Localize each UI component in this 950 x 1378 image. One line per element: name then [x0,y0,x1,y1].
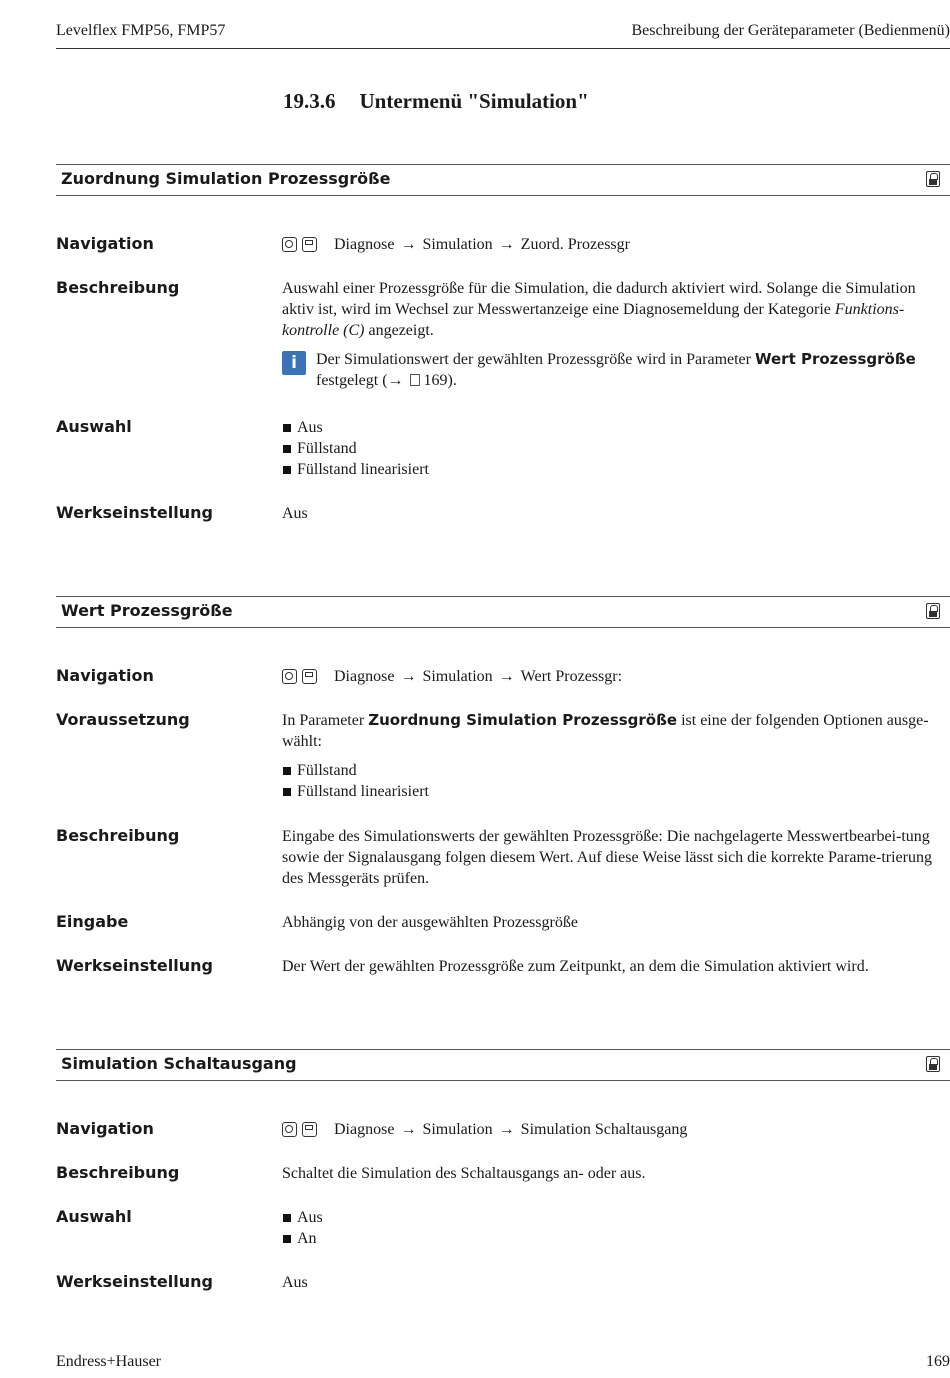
nav-step: Diagnose [334,668,395,685]
factory-value: Aus [282,505,308,522]
desc-main: Auswahl einer Prozessgröße für die Simulation, die dadurch aktiviert wird. Solange die Simulation aktiv ist, wird im Wechsel zur Messwertanzeige eine Diagnosemeldung der Kategorie [282,280,916,318]
pre-text [282,710,950,752]
running-header-right: Beschreibung der Geräteparameter (Bedienmenü) [631,22,950,39]
nav-step: Simulation [422,668,493,685]
param-title: Wert Prozessgröße [61,601,233,620]
desc-label: Beschreibung [56,826,180,845]
factory-value: Der Wert der gewählten Prozessgröße zum Zeitpunkt, an dem die Simulation aktiviert wird. [282,958,869,975]
input-label: Eingabe [56,912,129,931]
param-bar-zuordnung [56,164,950,196]
nav-path [282,1119,950,1140]
nav-arrow: → [498,236,515,253]
desc-category: Funktions-kontrolle (C) [282,301,905,339]
footer-brand: Endress+Hauser [56,1353,161,1370]
desc-text: Schaltet die Simulation des Schaltausgangs an- oder aus. [282,1165,646,1182]
info-note [282,349,950,391]
info-text [316,349,950,391]
section-number: 19.3.6 [283,89,336,113]
nav-step: Simulation [422,236,493,253]
list-item: Füllstand [282,438,950,459]
operate-key-icon [302,669,317,684]
factory-label: Werkseinstellung [56,956,213,975]
factory-value: Aus [282,1274,308,1291]
running-header-left: Levelflex FMP56, FMP57 [56,22,226,39]
param-bar-schaltausgang [56,1049,950,1081]
list-item: Aus [282,1207,950,1228]
nav-arrow: → [400,1121,417,1138]
pre-b: ist eine der folgenden Optionen ausge-wählt: [282,712,929,750]
info-pre: Der Simulationswert der gewählten Prozessgröße wird in Parameter [316,351,751,368]
nav-step: Simulation Schaltausgang [520,1121,688,1138]
desc-label: Beschreibung [56,278,180,297]
desc-text: Eingabe des Simulationswerts der gewählten Prozessgröße: Die nachgelagerte Messwertbearbei-tung sowie der Signalausgang folgen diesem Wert. Auf diese Weise lässt sich die korrekte Parame-trierung des Messgeräts prüfen. [282,828,932,887]
param-title: Simulation Schaltausgang [61,1054,297,1073]
section-title: Untermenü "Simulation" [359,89,589,113]
nav-step: Diagnose [334,236,395,253]
pre-param-link[interactable]: Zuordnung Simulation Prozessgröße [368,711,678,729]
list-item: An [282,1228,950,1249]
factory-label: Werkseinstellung [56,503,213,522]
pre-label: Voraussetzung [56,710,190,729]
display-key-icon [282,237,297,252]
nav-path [282,234,950,255]
nav-label: Navigation [56,666,154,685]
choice-list [282,1207,950,1249]
display-key-icon [282,1122,297,1137]
choice-label: Auswahl [56,417,132,436]
nav-arrow: → [498,1121,515,1138]
desc-label: Beschreibung [56,1163,180,1182]
info-icon: i [282,351,306,375]
param-title: Zuordnung Simulation Prozessgröße [61,169,391,188]
input-text: Abhängig von der ausgewählten Prozessgröße [282,914,578,931]
header-rule [56,48,950,49]
section-heading [283,89,589,114]
lock-icon [926,171,940,187]
display-key-icon [282,669,297,684]
nav-arrow: → [400,668,417,685]
factory-label: Werkseinstellung [56,1272,213,1291]
page-number: 169 [926,1353,950,1370]
nav-path [282,666,950,687]
lock-icon [926,603,940,619]
pre-a: In Parameter [282,712,365,729]
list-item: Aus [282,417,950,438]
nav-arrow: → [498,668,515,685]
operate-key-icon [302,237,317,252]
nav-step: Wert Prozessgr: [520,668,623,685]
list-item: Füllstand linearisiert [282,459,950,480]
list-item: Füllstand [282,760,950,781]
choice-list [282,417,950,480]
list-item: Füllstand linearisiert [282,781,950,802]
info-param-link[interactable]: Wert Prozessgröße [754,350,916,368]
info-post: festgelegt (→ [316,372,404,389]
nav-step: Simulation [422,1121,493,1138]
nav-step: Diagnose [334,1121,395,1138]
param-bar-wert [56,596,950,628]
desc-tail: angezeigt. [368,322,434,339]
desc-block [282,278,950,391]
pre-block [282,710,950,802]
nav-label: Navigation [56,1119,154,1138]
page-ref-icon [410,374,420,386]
desc-text [282,278,950,341]
info-page-ref[interactable]: 169). [423,372,457,389]
lock-icon [926,1056,940,1072]
nav-label: Navigation [56,234,154,253]
nav-arrow: → [400,236,417,253]
nav-step: Zuord. Prozessgr [520,236,630,253]
choice-label: Auswahl [56,1207,132,1226]
operate-key-icon [302,1122,317,1137]
